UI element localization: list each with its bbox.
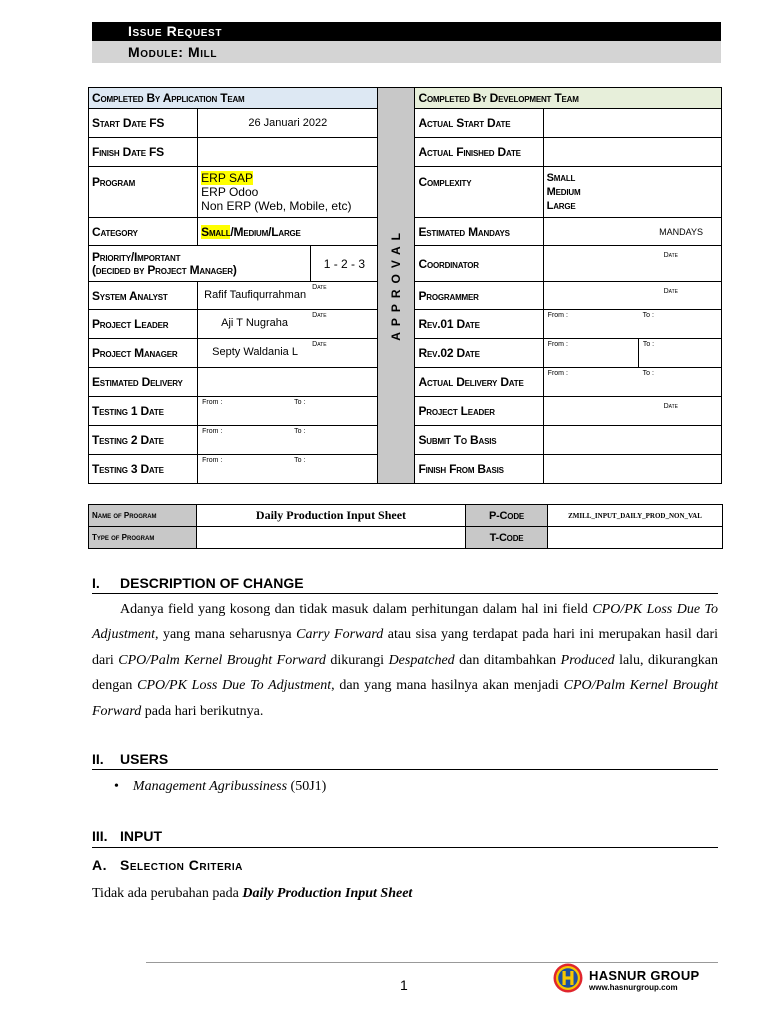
system-analyst-date-label: Date (312, 284, 327, 291)
rev01-from-label: From : (547, 312, 568, 319)
complexity-options[interactable] (543, 167, 721, 218)
finish-from-basis-label: Finish From Basis (415, 455, 543, 484)
complexity-label: Complexity (415, 167, 543, 218)
actual-start-date-label: Actual Start Date (415, 109, 543, 138)
desc-text-5: dan ditambahkan (454, 652, 561, 668)
section1-title: DESCRIPTION OF CHANGE (120, 575, 304, 591)
issue-request-form (88, 87, 722, 484)
actual-delivery-date-value[interactable] (543, 368, 721, 397)
section-selection-criteria-heading (92, 857, 718, 873)
users-item-name: Management Agribussiness (132, 779, 288, 794)
program-name-label: Name of Program (89, 505, 197, 527)
rev02-to-value[interactable] (638, 339, 721, 368)
estimated-mandays-label: Estimated Mandays (415, 218, 543, 246)
category-selected: Small (201, 224, 231, 239)
desc-text-3: atau sisa yang terdapat pada hari ini merupakan hasil dari dari (92, 627, 718, 668)
rev01-date-label: Rev.01 Date (415, 310, 543, 339)
dev-project-leader-date-label: Date (663, 403, 678, 410)
desc-italic-4: Despatched (388, 652, 455, 668)
approval-label: APPROVAL (389, 227, 404, 341)
priority-label-line1: Priority/Important (92, 249, 181, 264)
system-analyst-name: Rafif Taufiqurrahman (204, 289, 307, 301)
programmer-date-label: Date (663, 288, 678, 295)
dev-project-leader-label: Project Leader (415, 397, 543, 426)
users-item-code: (50J1) (287, 779, 327, 794)
rev02-date-label: Rev.02 Date (415, 339, 543, 368)
desc-italic-6: CPO/PK Loss Due To Adjustment (137, 678, 332, 694)
header-module: Module: Mill (128, 44, 218, 60)
project-manager-label: Project Manager (89, 339, 198, 368)
rev02-from-value[interactable] (543, 339, 638, 368)
selection-criteria-plain: Tidak ada perubahan pada (92, 886, 243, 901)
project-manager-name: Septy Waldania L (212, 346, 298, 358)
testing1-from-label: From : (202, 399, 223, 406)
section-description-heading (92, 575, 718, 594)
program-type-label: Type of Program (89, 527, 197, 549)
tcode-value[interactable] (548, 527, 723, 549)
start-date-fs-value[interactable]: 26 Januari 2022 (198, 109, 378, 138)
section-description-paragraph (92, 597, 718, 724)
testing1-date-label: Testing 1 Date (89, 397, 198, 426)
actual-finished-date-value[interactable] (543, 138, 721, 167)
selection-criteria-text (92, 881, 718, 906)
testing1-date-value[interactable] (198, 397, 378, 426)
estimated-mandays-value[interactable]: MANDAYS (543, 218, 721, 246)
category-rest: /Medium/Large (230, 224, 301, 239)
finish-from-basis-value[interactable] (543, 455, 721, 484)
programmer-value[interactable] (543, 282, 721, 310)
programmer-label: Programmer (415, 282, 543, 310)
section3-title: INPUT (120, 828, 162, 844)
program-option-erp-sap: ERP SAP (201, 171, 253, 185)
testing3-date-label: Testing 3 Date (89, 455, 198, 484)
hasnur-logo-icon (553, 963, 583, 993)
program-label: Program (89, 167, 198, 218)
program-option-non-erp: Non ERP (Web, Mobile, etc) (201, 199, 352, 213)
coordinator-value[interactable] (543, 246, 721, 282)
testing3-from-label: From : (202, 457, 223, 464)
category-value[interactable] (198, 218, 378, 246)
category-label: Category (89, 218, 198, 246)
desc-italic-7: CPO/Palm Kernel Brought Forward (92, 678, 718, 719)
program-type-value[interactable] (197, 527, 466, 549)
testing2-from-label: From : (202, 428, 223, 435)
complexity-option-large: Large (546, 200, 576, 212)
section1-number: I. (92, 575, 100, 591)
project-manager-date-label: Date (312, 341, 327, 348)
estimated-delivery-value[interactable] (198, 368, 378, 397)
project-leader-value[interactable] (198, 310, 378, 339)
rev01-date-value[interactable] (543, 310, 721, 339)
project-leader-name: Aji T Nugraha (221, 317, 289, 329)
rev01-to-label: To : (642, 312, 654, 319)
rev02-to-label: To : (642, 341, 655, 348)
priority-label-line2: (decided by Project Manager) (92, 262, 237, 277)
desc-text-7: , dan yang mana hasilnya akan menjadi (331, 678, 564, 694)
users-list-item (114, 779, 326, 795)
finish-date-fs-label: Finish Date FS (89, 138, 198, 167)
testing3-date-value[interactable] (198, 455, 378, 484)
complexity-option-medium: Medium (546, 186, 581, 198)
system-analyst-label: System Analyst (89, 282, 198, 310)
testing2-date-value[interactable] (198, 426, 378, 455)
priority-value[interactable]: 1 - 2 - 3 (311, 246, 378, 282)
desc-italic-5: Produced (560, 652, 615, 668)
actual-delivery-to-label: To : (642, 370, 654, 377)
complexity-option-small: Small (546, 172, 576, 184)
desc-text-8: pada hari berikutnya. (141, 703, 264, 719)
section3-number: III. (92, 828, 108, 844)
testing2-to-label: To : (294, 428, 306, 435)
actual-delivery-date-label: Actual Delivery Date (415, 368, 543, 397)
bullet-icon: • (114, 779, 119, 794)
actual-start-date-value[interactable] (543, 109, 721, 138)
program-info-table (88, 504, 723, 549)
footer-divider (146, 962, 718, 963)
project-manager-value[interactable] (198, 339, 378, 368)
approval-column (378, 88, 415, 484)
estimated-delivery-label: Estimated Delivery (89, 368, 198, 397)
program-name-value[interactable]: Daily Production Input Sheet (197, 505, 466, 527)
selection-criteria-program: Daily Production Input Sheet (242, 886, 413, 901)
section2-title: USERS (120, 751, 169, 767)
section3a-number: A. (92, 857, 107, 873)
submit-to-basis-value[interactable] (543, 426, 721, 455)
actual-finished-date-label: Actual Finished Date (415, 138, 543, 167)
section-input-heading (92, 828, 718, 848)
tcode-label: T-Code (466, 527, 548, 549)
page-number: 1 (400, 977, 408, 993)
project-leader-label: Project Leader (89, 310, 198, 339)
testing2-date-label: Testing 2 Date (89, 426, 198, 455)
pcode-label: P-Code (466, 505, 548, 527)
section2-number: II. (92, 751, 104, 767)
pcode-value[interactable]: ZMILL_INPUT_DAILY_PROD_NON_VAL (548, 505, 723, 527)
testing1-to-label: To : (294, 399, 306, 406)
company-branding (589, 968, 700, 992)
header-title-bar (92, 22, 721, 41)
app-team-header: Completed By Application Team (89, 88, 378, 109)
desc-italic-1: CPO/PK Loss Due To Adjustment (92, 602, 718, 643)
desc-text-1: Adanya field yang kosong dan tidak masuk dalam perhitungan dalam hal ini field (120, 602, 593, 617)
testing3-to-label: To : (294, 457, 306, 464)
start-date-fs-label: Start Date FS (89, 109, 198, 138)
header-title: Issue Request (128, 23, 223, 39)
section-users-heading (92, 751, 718, 770)
company-name: HASNUR GROUP (589, 968, 700, 983)
desc-italic-2: Carry Forward (296, 627, 384, 643)
dev-team-header: Completed By Development Team (415, 88, 722, 109)
finish-date-fs-value[interactable] (198, 138, 378, 167)
program-options[interactable] (198, 167, 378, 218)
header-module-bar (92, 41, 721, 63)
desc-italic-3: CPO/Palm Kernel Brought Forward (118, 652, 326, 668)
coordinator-label: Coordinator (415, 246, 543, 282)
rev02-from-label: From : (547, 341, 568, 348)
project-leader-date-label: Date (312, 312, 327, 319)
section3a-title: Selection Criteria (120, 857, 243, 873)
dev-project-leader-value[interactable] (543, 397, 721, 426)
priority-label (89, 246, 311, 282)
coordinator-date-label: Date (663, 252, 678, 259)
desc-text-2: , yang mana seharusnya (155, 627, 297, 643)
desc-text-6: lalu, dikurangkan dengan (92, 652, 719, 694)
company-url[interactable]: www.hasnurgroup.com (589, 983, 678, 992)
submit-to-basis-label: Submit To Basis (415, 426, 543, 455)
system-analyst-value[interactable] (198, 282, 378, 310)
actual-delivery-from-label: From : (547, 370, 568, 377)
program-option-erp-odoo: ERP Odoo (201, 185, 259, 199)
desc-text-4: dikurangi (325, 652, 389, 668)
